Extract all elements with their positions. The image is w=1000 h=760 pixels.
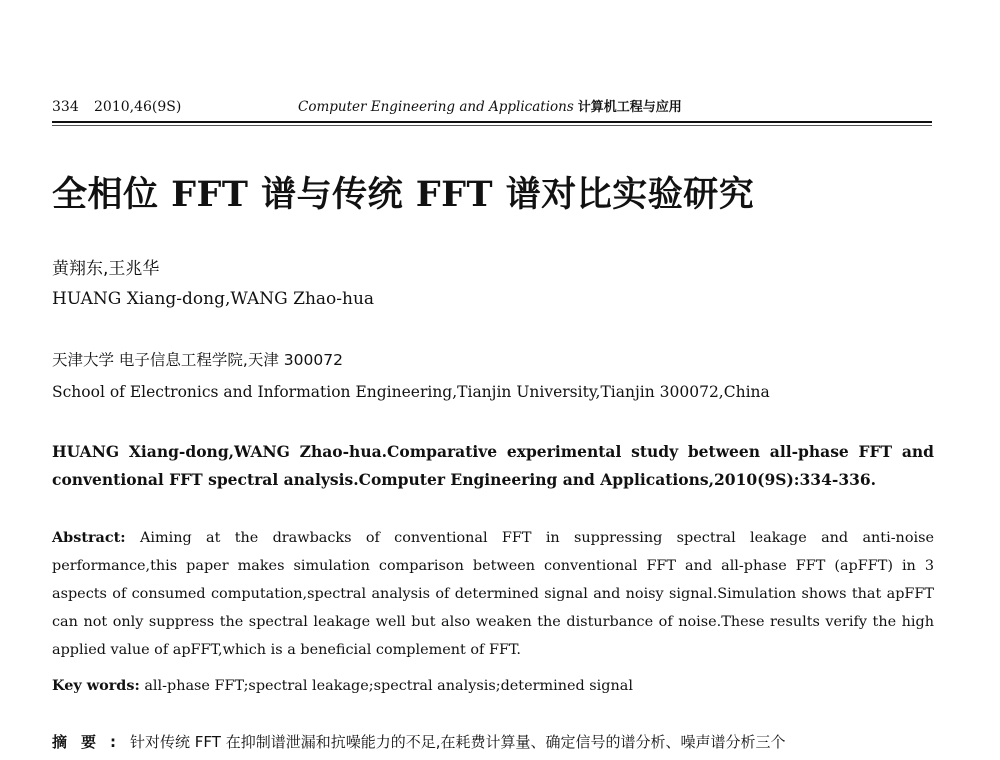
authors-chinese: 黄翔东,王兆华 (52, 259, 160, 279)
header-rule-thin (52, 125, 932, 126)
chinese-abstract-text: 针对传统 FFT 在抑制谱泄漏和抗噪能力的不足,在耗费计算量、确定信号的谱分析、噪声谱分析三个 (130, 733, 786, 751)
journal-name-en: Computer Engineering and Applications (298, 99, 574, 115)
journal-name (298, 96, 682, 119)
authors-english: HUANG Xiang-dong,WANG Zhao-hua (52, 289, 375, 309)
affiliation-chinese: 天津大学 电子信息工程学院,天津 300072 (52, 351, 343, 369)
abstract-text: Aiming at the drawbacks of conventional FFT in suppressing spectral leakage and anti-noise performance,this paper makes simulation comparison between conventional FFT and all-phase FFT (apFFT) in 3 aspects of consumed computation,spectral analysis of determined signal and noisy signal.Simulation shows that apFFT can not only suppress the spectral leakage well but also weaken the disturbance of noise.These results verify the high applied value of apFFT,which is a beneficial complement of FFT. (52, 530, 934, 658)
volume-issue: 2010,46(9S) (94, 99, 182, 115)
running-header (52, 96, 932, 118)
page-number: 334 (52, 99, 79, 115)
chinese-abstract-label: 摘要: (52, 733, 130, 751)
chinese-abstract (52, 729, 952, 755)
header-rule-thick (52, 121, 932, 123)
abstract-label: Abstract: (52, 529, 126, 546)
paper-title: 全相位 FFT 谱与传统 FFT 谱对比实验研究 (52, 174, 755, 215)
affiliation-english: School of Electronics and Information Engineering,Tianjin University,Tianjin 300072,China (52, 383, 770, 401)
keywords (52, 672, 934, 700)
keywords-text: all-phase FFT;spectral leakage;spectral analysis;determined signal (144, 678, 633, 694)
keywords-label: Key words: (52, 677, 140, 694)
citation: HUANG Xiang-dong,WANG Zhao-hua.Comparative experimental study between all-phase FFT and conventional FFT spectral analysis.Computer Engineering and Applications,2010(9S):334-336. (52, 442, 934, 489)
abstract (52, 524, 934, 664)
journal-name-cn: 计算机工程与应用 (577, 100, 682, 115)
